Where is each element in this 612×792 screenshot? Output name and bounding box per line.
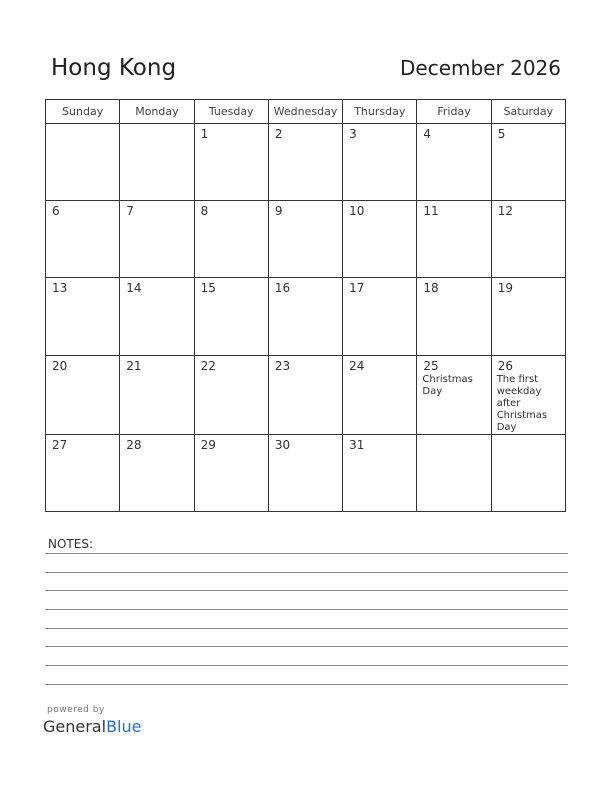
day-cell — [46, 434, 120, 511]
day-cell — [417, 278, 491, 355]
day-number: 18 — [423, 281, 439, 296]
week-row — [46, 124, 566, 201]
day-cell — [417, 201, 491, 278]
day-number: 24 — [349, 358, 365, 373]
day-number: 13 — [52, 281, 68, 296]
day-number: 20 — [52, 358, 68, 373]
day-number: 1 — [200, 127, 209, 141]
day-cell — [417, 434, 491, 511]
day-cell — [120, 434, 194, 511]
note-line — [45, 628, 568, 629]
month-year-title: December 2026 — [400, 56, 561, 80]
day-number: 11 — [423, 204, 439, 219]
day-number: 19 — [497, 281, 513, 296]
day-cell — [194, 201, 268, 278]
day-number: 21 — [126, 358, 142, 373]
day-cell — [120, 201, 194, 278]
day-cell — [343, 355, 417, 434]
weekday-header: Sunday — [46, 100, 120, 124]
week-row — [46, 278, 566, 355]
holiday-label: Christmas Day — [422, 373, 473, 397]
day-cell — [120, 124, 194, 201]
day-number: 26 — [497, 358, 513, 373]
day-number: 6 — [52, 204, 60, 219]
day-cell — [46, 278, 120, 355]
day-cell — [343, 201, 417, 278]
day-cell — [194, 124, 268, 201]
weekday-header: Tuesday — [194, 100, 268, 124]
note-line — [45, 590, 568, 591]
day-cell — [417, 124, 491, 201]
weekday-header: Wednesday — [268, 100, 342, 124]
weekday-header-row — [46, 100, 566, 124]
weekday-header: Thursday — [343, 100, 417, 124]
week-row — [46, 434, 566, 511]
calendar-grid — [45, 99, 566, 512]
week-row — [46, 201, 566, 278]
day-cell — [120, 278, 194, 355]
day-cell — [194, 434, 268, 511]
day-cell — [194, 278, 268, 355]
day-number: 23 — [274, 358, 291, 373]
day-number: 8 — [200, 204, 209, 219]
day-cell — [268, 124, 342, 201]
day-number: 3 — [349, 127, 357, 141]
day-cell — [120, 355, 194, 434]
day-cell — [491, 124, 565, 201]
brand-blue: Blue — [106, 717, 142, 736]
day-number: 15 — [200, 281, 216, 296]
day-number — [492, 435, 565, 438]
day-cell — [491, 201, 565, 278]
day-number — [46, 124, 119, 127]
note-line — [45, 553, 568, 554]
day-number — [417, 435, 490, 438]
day-number: 17 — [349, 281, 365, 296]
day-number: 12 — [497, 204, 513, 219]
note-line — [45, 665, 568, 666]
day-cell — [194, 355, 268, 434]
day-cell — [491, 355, 565, 434]
day-cell — [491, 434, 565, 511]
day-cell — [343, 278, 417, 355]
day-cell — [417, 355, 491, 434]
day-cell — [46, 355, 120, 434]
day-number: 2 — [274, 127, 283, 141]
day-number: 5 — [497, 127, 506, 141]
day-cell — [343, 434, 417, 511]
day-cell — [268, 278, 342, 355]
day-cell — [491, 278, 565, 355]
note-line — [45, 572, 568, 573]
weekday-header: Friday — [417, 100, 491, 124]
note-line — [45, 684, 568, 685]
day-number: 29 — [200, 437, 216, 452]
day-number — [120, 124, 193, 127]
generalblue-logo — [43, 717, 141, 736]
day-number: 27 — [52, 437, 68, 452]
day-cell — [343, 124, 417, 201]
day-cell — [268, 201, 342, 278]
day-number: 28 — [126, 437, 142, 452]
weekday-header: Monday — [120, 100, 194, 124]
day-number: 22 — [200, 358, 216, 373]
powered-by-text: powered by — [47, 705, 105, 715]
note-line — [45, 609, 568, 610]
region-title: Hong Kong — [51, 55, 177, 81]
day-number: 14 — [126, 281, 142, 296]
day-number: 4 — [423, 127, 432, 141]
day-number: 25 — [423, 358, 439, 373]
day-cell — [268, 434, 342, 511]
day-number: 9 — [274, 204, 283, 219]
day-number: 30 — [274, 437, 291, 452]
holiday-label: The first weekday after Christmas Day — [496, 373, 548, 433]
note-line — [45, 646, 568, 647]
notes-label: NOTES: — [48, 537, 93, 551]
day-cell — [46, 124, 120, 201]
day-number: 10 — [349, 204, 365, 219]
brand-general: General — [43, 717, 107, 736]
day-cell — [268, 355, 342, 434]
day-number: 31 — [349, 437, 365, 452]
day-number: 7 — [126, 204, 134, 219]
week-row — [46, 355, 566, 434]
day-cell — [46, 201, 120, 278]
day-number: 16 — [274, 281, 291, 296]
weekday-header: Saturday — [491, 100, 565, 124]
